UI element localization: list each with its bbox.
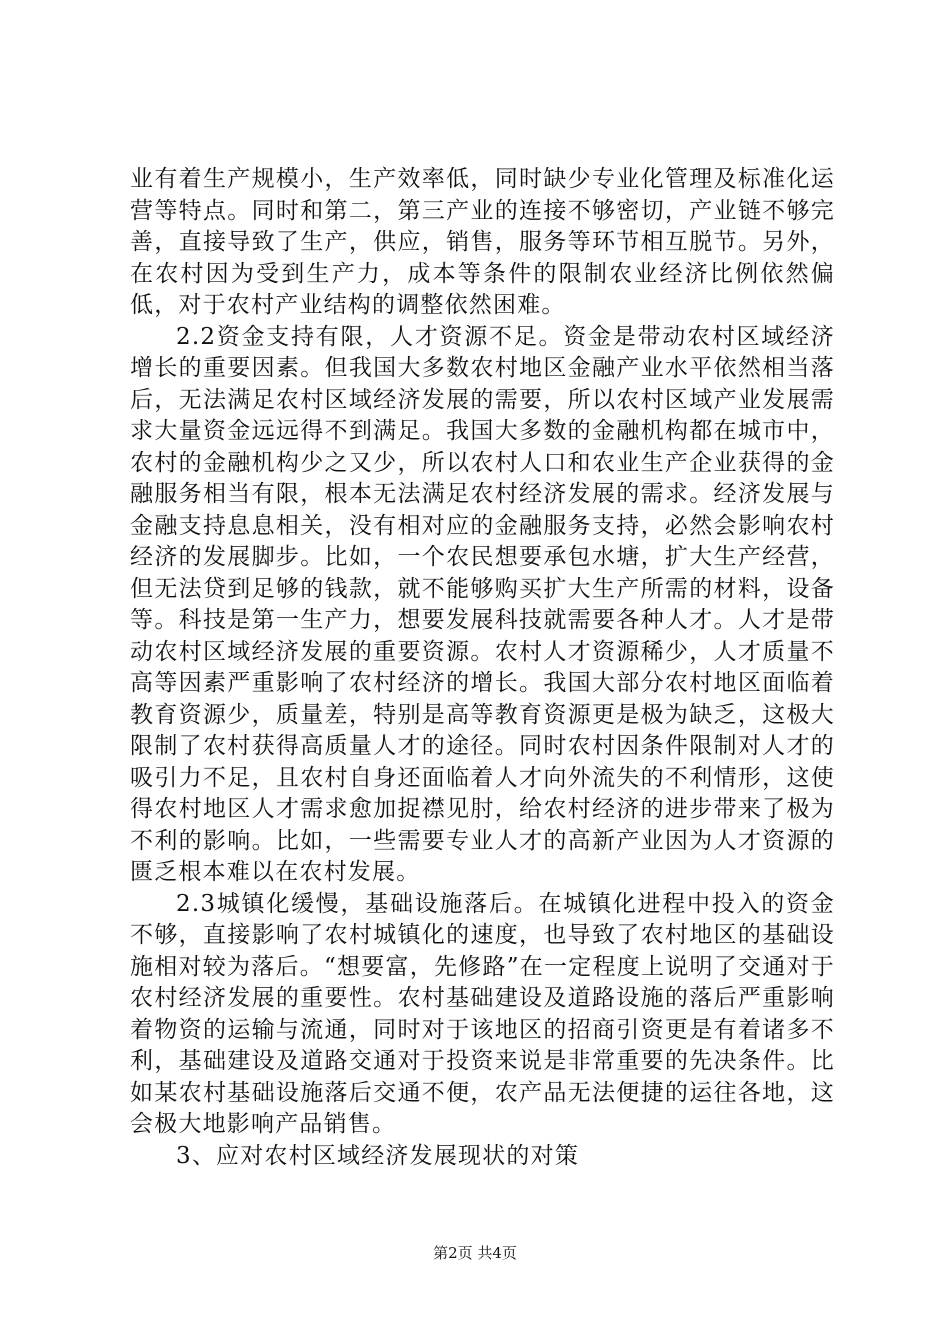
paragraph-3: 2.3城镇化缓慢，基础设施落后。在城镇化进程中投入的资金不够，直接影响了农村城镇化的速度，也导致了农村地区的基础设施相对较为落后。“想要富，先修路”在一定程度上说明了交通对于农村经济发展的重要性。农村基础建设及道路设施的落后严重影响着物资的运输与流通，同时对于该地区的招商引资更是有着诸多不利，基础建设及道路交通对于投资来说是非常重要的先决条件。比如某农村基础设施落后交通不便，农产品无法便捷的运往各地，这会极大地影响产品销售。 [130, 890, 835, 1137]
page-footer: 第2页 共4页 [433, 1244, 517, 1262]
section-heading-3: 3、应对农村区域经济发展现状的对策 [176, 1142, 580, 1169]
document-body [130, 164, 835, 1172]
paragraph-2: 2.2资金支持有限，人才资源不足。资金是带动农村区域经济增长的重要因素。但我国大多数农村地区金融产业水平依然相当落后，无法满足农村区域经济发展的需要，所以农村区域产业发展需求大量资金远远得不到满足。我国大多数的金融机构都在城市中，农村的金融机构少之又少，所以农村人口和农业生产企业获得的金融服务相当有限，根本无法满足农村经济发展的需求。经济发展与金融支持息息相关，没有相对应的金融服务支持，必然会影响农村经济的发展脚步。比如，一个农民想要承包水塘，扩大生产经营，但无法贷到足够的钱款，就不能够购买扩大生产所需的材料，设备等。科技是第一生产力，想要发展科技就需要各种人才。人才是带动农村区域经济发展的重要资源。农村人才资源稀少，人才质量不高等因素严重影响了农村经济的增长。我国大部分农村地区面临着教育资源少，质量差，特别是高等教育资源更是极为缺乏，这极大限制了农村获得高质量人才的途径。同时农村因条件限制对人才的吸引力不足，且农村自身还面临着人才向外流失的不利情形，这使得农村地区人才需求愈加捉襟见肘，给农村经济的进步带来了极为不利的影响。比如，一些需要专业人才的高新产业因为人才资源的匮乏根本难以在农村发展。 [130, 323, 835, 885]
paragraph-1: 业有着生产规模小，生产效率低，同时缺少专业化管理及标准化运营等特点。同时和第二，第三产业的连接不够密切，产业链不够完善，直接导致了生产，供应，销售，服务等环节相互脱节。另外，在农村因为受到生产力，成本等条件的限制农业经济比例依然偏低，对于农村产业结构的调整依然困难。 [130, 166, 835, 318]
